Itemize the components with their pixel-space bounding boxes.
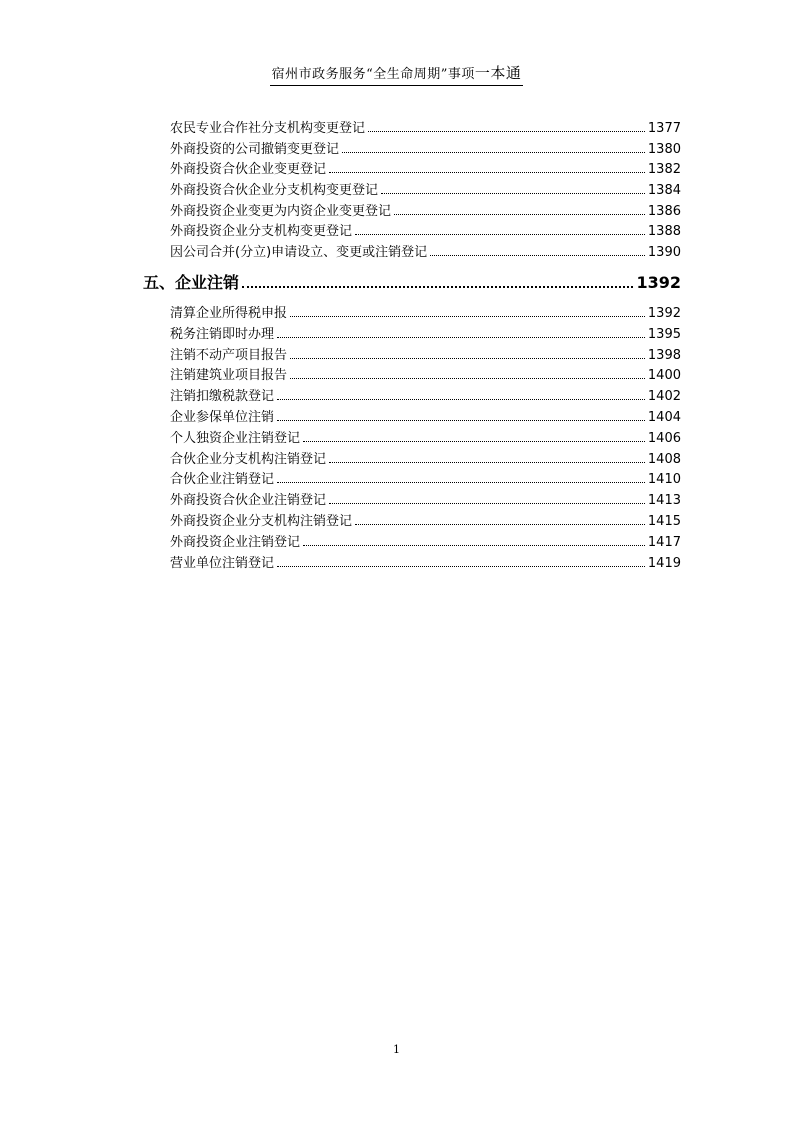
dot-leader — [303, 441, 645, 442]
toc-entry-page: 1398 — [647, 348, 681, 363]
toc-entry-page: 1408 — [647, 452, 681, 467]
toc-entry[interactable] — [170, 531, 681, 550]
toc-entry[interactable] — [170, 489, 681, 508]
toc-entry[interactable] — [170, 158, 681, 177]
toc-entry-page: 1417 — [647, 535, 681, 550]
toc-entry-label: 农民专业合作社分支机构变更登记 — [170, 121, 366, 136]
dot-leader — [342, 152, 645, 153]
toc-entry[interactable] — [170, 323, 681, 342]
toc-entry-label: 外商投资合伙企业变更登记 — [170, 162, 327, 177]
toc-entry-page: 1380 — [647, 142, 681, 157]
toc-entry-label: 外商投资合伙企业分支机构变更登记 — [170, 183, 379, 198]
toc-entry-label: 营业单位注销登记 — [170, 556, 275, 571]
toc-entry-page: 1392 — [647, 306, 681, 321]
toc-entry-label: 个人独资企业注销登记 — [170, 431, 301, 446]
toc-entry-label: 企业参保单位注销 — [170, 410, 275, 425]
toc-entry[interactable] — [170, 510, 681, 529]
dot-leader — [329, 503, 645, 504]
dot-leader — [329, 172, 645, 173]
header-title: 宿州市政务服务“全生命周期”事项一本通 — [270, 62, 524, 86]
toc-entry-label: 合伙企业分支机构注销登记 — [170, 452, 327, 467]
toc-entry-page: 1400 — [647, 368, 681, 383]
toc-entry-label: 外商投资的公司撤销变更登记 — [170, 142, 340, 157]
toc-entry-page: 1395 — [647, 327, 681, 342]
dot-leader — [381, 193, 645, 194]
toc-entry[interactable] — [170, 448, 681, 467]
toc-entry[interactable] — [170, 302, 681, 321]
dot-leader — [277, 420, 645, 421]
toc-entry[interactable] — [170, 179, 681, 198]
toc-entry[interactable] — [170, 138, 681, 157]
toc-entry-page: 1377 — [647, 121, 681, 136]
dot-leader — [368, 131, 645, 132]
toc-entry-label: 外商投资企业分支机构注销登记 — [170, 514, 353, 529]
dot-leader — [394, 214, 645, 215]
toc-entry-label: 注销扣缴税款登记 — [170, 389, 275, 404]
toc-entry-label: 注销不动产项目报告 — [170, 348, 288, 363]
toc-section-heading[interactable] — [143, 270, 681, 293]
toc-entry-page: 1390 — [647, 245, 681, 260]
toc-entry[interactable] — [170, 406, 681, 425]
dot-leader — [277, 399, 645, 400]
toc-entry[interactable] — [170, 468, 681, 487]
toc-entry-page: 1402 — [647, 389, 681, 404]
dot-leader — [277, 337, 645, 338]
toc-entry-label: 外商投资企业分支机构变更登记 — [170, 224, 353, 239]
toc-entry-label: 外商投资企业注销登记 — [170, 535, 301, 550]
page-number: 1 — [393, 1043, 400, 1056]
toc-entry[interactable] — [170, 552, 681, 571]
toc-entry[interactable] — [170, 344, 681, 363]
dot-leader — [277, 566, 645, 567]
toc-entry-page: 1388 — [647, 224, 681, 239]
toc-entry[interactable] — [170, 364, 681, 383]
dot-leader — [290, 358, 645, 359]
dot-leader — [355, 524, 645, 525]
toc-section-page: 1392 — [636, 273, 681, 292]
dot-leader — [430, 255, 645, 256]
toc-entry-label: 因公司合并(分立)申请设立、变更或注销登记 — [170, 245, 428, 260]
toc-entry-label: 注销建筑业项目报告 — [170, 368, 288, 383]
toc-entry[interactable] — [170, 427, 681, 446]
dot-leader — [277, 482, 645, 483]
toc-entry[interactable] — [170, 117, 681, 136]
toc-entry[interactable] — [170, 200, 681, 219]
toc-entry-label: 合伙企业注销登记 — [170, 472, 275, 487]
toc-entry-page: 1415 — [647, 514, 681, 529]
dot-leader — [303, 545, 645, 546]
toc-entry[interactable] — [170, 220, 681, 239]
toc-entry-label: 税务注销即时办理 — [170, 327, 275, 342]
toc-entry-page: 1384 — [647, 183, 681, 198]
toc-section-label: 五、企业注销 — [143, 273, 240, 292]
toc-entry-page: 1406 — [647, 431, 681, 446]
toc-entry-label: 清算企业所得税申报 — [170, 306, 288, 321]
dot-leader — [290, 316, 645, 317]
dot-leader — [290, 378, 645, 379]
dot-leader — [329, 462, 645, 463]
dot-leader — [242, 286, 633, 288]
toc-entry-page: 1386 — [647, 204, 681, 219]
toc-entry-page: 1410 — [647, 472, 681, 487]
page-footer — [0, 1043, 793, 1056]
toc-entry[interactable] — [170, 241, 681, 260]
toc-entry-page: 1404 — [647, 410, 681, 425]
toc-entry-label: 外商投资企业变更为内资企业变更登记 — [170, 204, 392, 219]
dot-leader — [355, 234, 645, 235]
toc-entry-page: 1419 — [647, 556, 681, 571]
toc-entry-page: 1382 — [647, 162, 681, 177]
toc-entry-page: 1413 — [647, 493, 681, 508]
page-header — [0, 62, 793, 86]
toc-entry[interactable] — [170, 385, 681, 404]
toc-entry-label: 外商投资合伙企业注销登记 — [170, 493, 327, 508]
